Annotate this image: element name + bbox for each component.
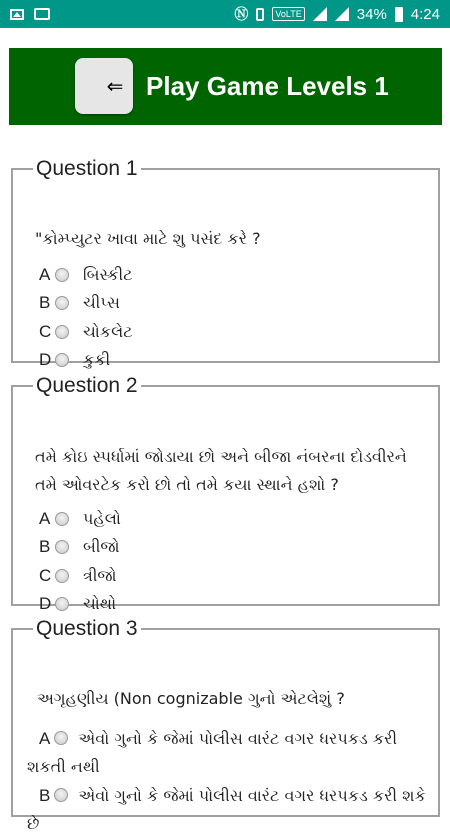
option-label: પહેલો [83, 509, 121, 528]
radio-button[interactable] [55, 353, 69, 367]
option-letter: A [39, 265, 51, 284]
radio-button[interactable] [55, 325, 69, 339]
question-text [35, 443, 407, 499]
battery-icon [395, 7, 403, 22]
option-letter: D [39, 350, 52, 369]
back-button[interactable]: ⇐ [75, 58, 133, 114]
option-label: ચીપ્સ [83, 293, 121, 312]
option-a[interactable] [39, 509, 121, 529]
option-b[interactable] [27, 782, 427, 838]
option-c[interactable] [39, 566, 117, 586]
signal-icon [313, 7, 327, 21]
option-letter: C [39, 566, 52, 585]
status-right [234, 0, 440, 28]
question-text: અગૃહણીય (Non cognizable ગુનો એટલેશું ? [37, 689, 345, 708]
option-letter: D [39, 594, 52, 613]
radio-button[interactable] [55, 597, 69, 611]
option-c[interactable] [39, 322, 133, 342]
question-card-3 [11, 617, 440, 833]
question-text-line: તમે ઓવરટેક કરો છો તો તમે કયા સ્થાને હશો ? [35, 475, 339, 494]
option-letter: C [39, 322, 52, 341]
option-label: એવો ગુનો કે જેમાં પોલીસ વારંટ વગર ધરપકડ કરી શકતી નથી [27, 729, 398, 776]
radio-button[interactable] [55, 512, 69, 526]
vibrate-icon [256, 8, 264, 21]
option-letter: A [39, 729, 51, 748]
question-card-2 [11, 374, 440, 613]
option-label: ત્રીજો [83, 566, 117, 585]
question-legend: Question 3 [36, 617, 138, 640]
status-left [10, 0, 50, 28]
question-card-1 [11, 157, 440, 369]
option-label: ચોકલેટ [83, 322, 133, 341]
option-label: ચોથો [83, 594, 117, 613]
option-a[interactable] [27, 725, 427, 781]
question-text: "કોમ્પ્યુટર ખાવા માટે શુ પસંદ કરે ? [35, 229, 261, 248]
option-label: બીજો [83, 537, 120, 556]
option-letter: B [39, 786, 51, 805]
option-letter: B [39, 537, 51, 556]
option-d[interactable] [39, 350, 110, 370]
option-letter: A [39, 509, 51, 528]
question-text-line: તમે કોઇ સ્પર્ધામાં જોડાયા છો અને બીજા નંબરના દોડવીરને [35, 447, 407, 466]
page-title: Play Game Levels 1 [146, 71, 389, 101]
nfc-icon: Ⓝ [234, 6, 249, 22]
radio-button[interactable] [55, 569, 69, 583]
option-label: બિસ્કીટ [83, 265, 133, 284]
radio-button[interactable] [55, 540, 69, 554]
option-label: કુકી [83, 350, 111, 369]
clock: 4:24 [410, 5, 440, 23]
status-bar [0, 0, 450, 28]
question-legend: Question 2 [36, 374, 138, 397]
radio-button[interactable] [54, 731, 68, 745]
option-label: એવો ગુનો કે જેમાં પોલીસ વારંટ વગર ધરપકડ કરી શકે છે [27, 786, 426, 833]
option-b[interactable] [39, 293, 120, 313]
radio-button[interactable] [55, 268, 69, 282]
volte-icon: VoLTE [272, 7, 304, 21]
app-header [9, 48, 442, 125]
image-icon [10, 9, 24, 20]
option-b[interactable] [39, 537, 120, 557]
option-a[interactable] [39, 265, 133, 285]
battery-percent: 34% [356, 5, 387, 23]
option-letter: B [39, 293, 51, 312]
option-d[interactable] [39, 594, 116, 614]
radio-button[interactable] [55, 296, 69, 310]
question-legend: Question 1 [36, 157, 138, 180]
card-icon [34, 8, 50, 20]
signal-icon [335, 7, 349, 21]
